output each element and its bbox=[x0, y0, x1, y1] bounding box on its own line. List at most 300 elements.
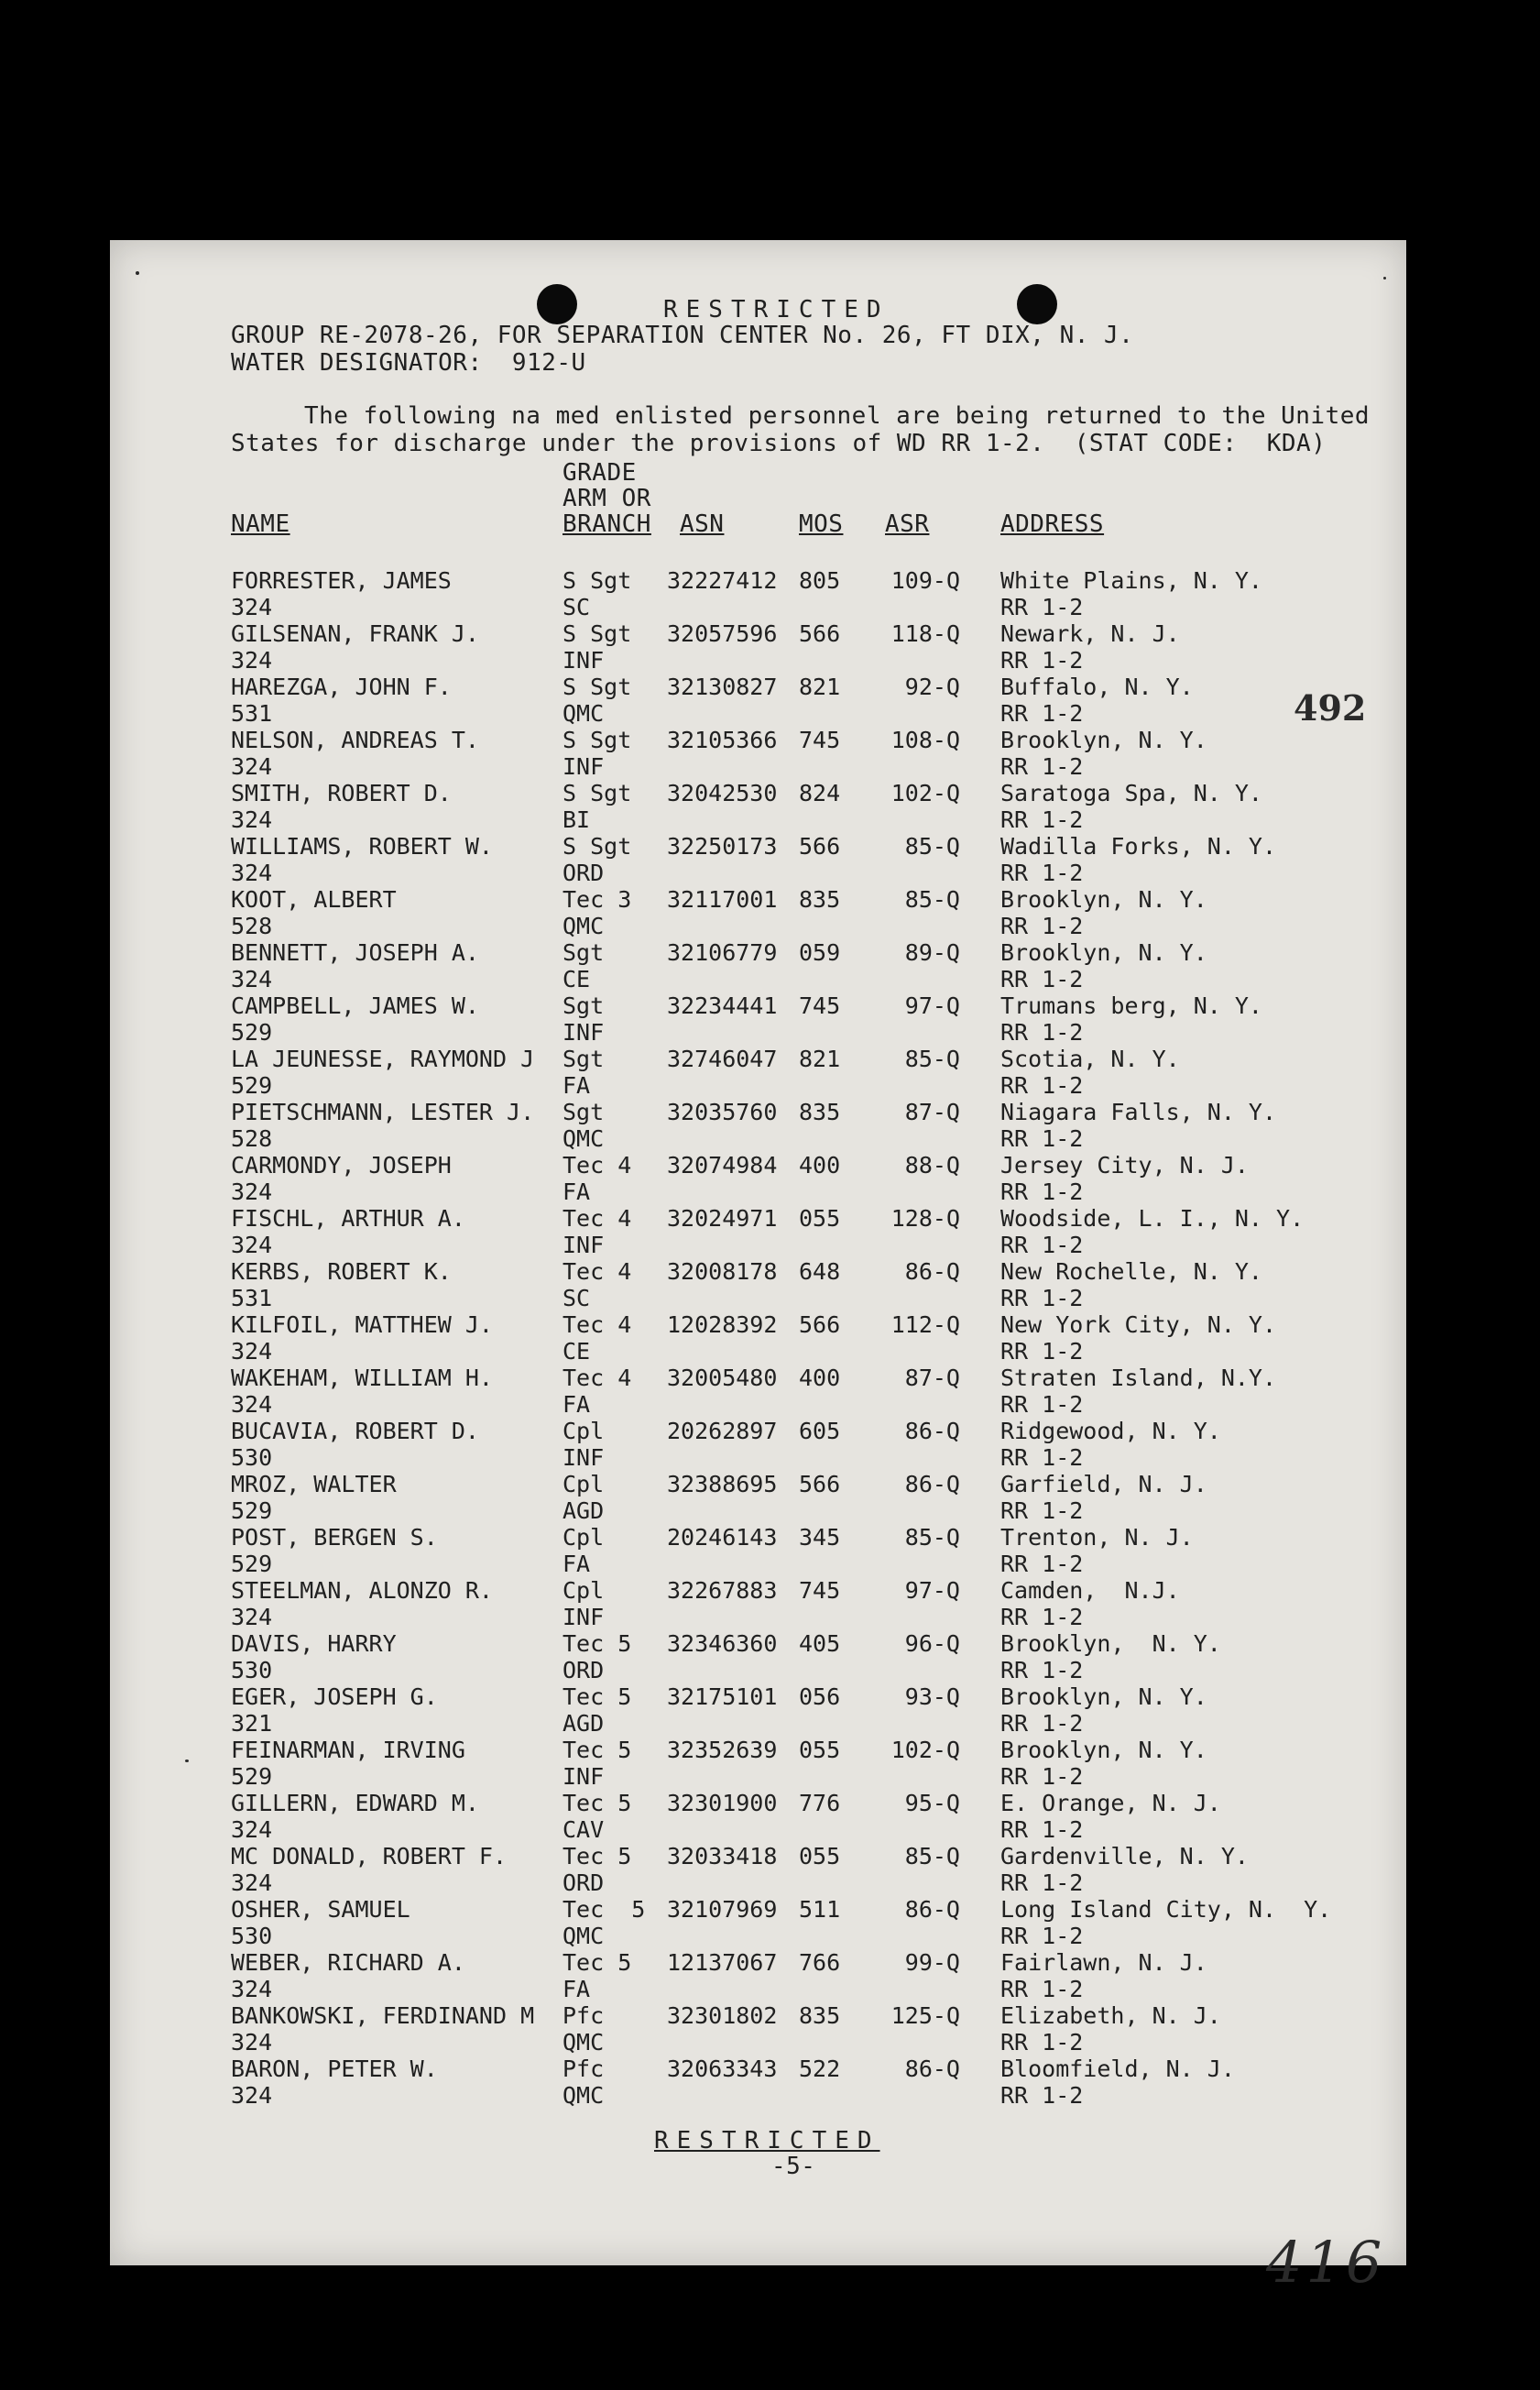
personnel-row bbox=[110, 1047, 1406, 1100]
personnel-row bbox=[110, 993, 1406, 1047]
person-asr: 85-Q bbox=[904, 1046, 960, 1072]
person-asr: 89-Q bbox=[904, 939, 960, 966]
person-grade: Tec 5 bbox=[562, 1683, 632, 1710]
person-asr: 109-Q bbox=[890, 567, 960, 594]
person-name: MROZ, WALTER bbox=[231, 1471, 397, 1497]
page-number: -5- bbox=[771, 2153, 816, 2180]
person-asn: 32024971 bbox=[667, 1205, 778, 1232]
person-name: WAKEHAM, WILLIAM H. bbox=[231, 1365, 493, 1391]
person-asn: 32746047 bbox=[667, 1046, 778, 1072]
person-branch: FA bbox=[562, 1179, 591, 1205]
person-grade: Tec 4 bbox=[562, 1258, 632, 1285]
person-asr: 92-Q bbox=[904, 674, 960, 700]
person-asn: 32301802 bbox=[667, 2002, 778, 2029]
person-rr: RR 1-2 bbox=[1000, 1285, 1084, 1311]
person-asr: 86-Q bbox=[904, 1471, 960, 1497]
paper-speck bbox=[136, 271, 139, 275]
person-rr: RR 1-2 bbox=[1000, 1232, 1084, 1258]
personnel-row bbox=[110, 674, 1406, 728]
person-branch: CE bbox=[562, 1338, 591, 1365]
person-branch: ORD bbox=[562, 1869, 605, 1896]
person-name: WILLIAMS, ROBERT W. bbox=[231, 833, 493, 860]
person-branch: SC bbox=[562, 1285, 591, 1311]
person-branch: CE bbox=[562, 966, 591, 992]
person-address: Woodside, L. I., N. Y. bbox=[1000, 1205, 1305, 1232]
person-address: Brooklyn, N. Y. bbox=[1000, 1737, 1207, 1763]
personnel-row bbox=[110, 1259, 1406, 1312]
personnel-row bbox=[110, 887, 1406, 940]
person-branch: FA bbox=[562, 1072, 591, 1099]
person-code: 321 bbox=[231, 1710, 273, 1737]
person-branch: QMC bbox=[562, 700, 605, 727]
personnel-row bbox=[110, 728, 1406, 781]
person-address: Camden, N.J. bbox=[1000, 1577, 1180, 1604]
person-asr: 85-Q bbox=[904, 833, 960, 860]
person-grade: Tec 5 bbox=[562, 1843, 632, 1869]
person-grade: Pfc bbox=[562, 2002, 605, 2029]
person-name: BARON, PETER W. bbox=[231, 2056, 438, 2082]
person-asr: 112-Q bbox=[890, 1311, 960, 1338]
person-address: Scotia, N. Y. bbox=[1000, 1046, 1180, 1072]
person-asn: 32105366 bbox=[667, 727, 778, 753]
person-branch: QMC bbox=[562, 2082, 605, 2109]
person-mos: 511 bbox=[799, 1896, 841, 1923]
person-branch: INF bbox=[562, 647, 605, 674]
person-rr: RR 1-2 bbox=[1000, 700, 1084, 727]
person-grade: S Sgt bbox=[562, 567, 632, 594]
person-rr: RR 1-2 bbox=[1000, 1444, 1084, 1471]
personnel-row bbox=[110, 834, 1406, 887]
person-address: Long Island City, N. Y. bbox=[1000, 1896, 1332, 1923]
person-mos: 648 bbox=[799, 1258, 841, 1285]
person-grade: S Sgt bbox=[562, 833, 632, 860]
person-address: E. Orange, N. J. bbox=[1000, 1790, 1221, 1816]
person-rr: RR 1-2 bbox=[1000, 1923, 1084, 1949]
person-name: FEINARMAN, IRVING bbox=[231, 1737, 465, 1763]
column-mos: MOS bbox=[799, 510, 844, 538]
person-grade: Tec 5 bbox=[562, 1630, 632, 1657]
person-rr: RR 1-2 bbox=[1000, 2029, 1084, 2056]
person-mos: 835 bbox=[799, 2002, 841, 2029]
person-branch: QMC bbox=[562, 1125, 605, 1152]
person-branch: INF bbox=[562, 1232, 605, 1258]
person-address: New York City, N. Y. bbox=[1000, 1311, 1277, 1338]
person-rr: RR 1-2 bbox=[1000, 1657, 1084, 1683]
person-branch: AGD bbox=[562, 1497, 605, 1524]
person-code: 531 bbox=[231, 1285, 273, 1311]
person-code: 324 bbox=[231, 1391, 273, 1418]
person-name: GILLERN, EDWARD M. bbox=[231, 1790, 479, 1816]
person-rr: RR 1-2 bbox=[1000, 1497, 1084, 1524]
person-asn: 32388695 bbox=[667, 1471, 778, 1497]
person-code: 530 bbox=[231, 1923, 273, 1949]
person-branch: FA bbox=[562, 1391, 591, 1418]
person-grade: S Sgt bbox=[562, 727, 632, 753]
person-address: Wadilla Forks, N. Y. bbox=[1000, 833, 1277, 860]
person-code: 324 bbox=[231, 1179, 273, 1205]
column-grade-line2: ARM OR bbox=[562, 485, 651, 512]
person-code: 529 bbox=[231, 1763, 273, 1790]
person-asr: 86-Q bbox=[904, 1258, 960, 1285]
person-address: Brooklyn, N. Y. bbox=[1000, 1630, 1221, 1657]
person-asr: 97-Q bbox=[904, 1577, 960, 1604]
person-rr: RR 1-2 bbox=[1000, 806, 1084, 833]
person-grade: Tec 4 bbox=[562, 1152, 632, 1179]
person-mos: 566 bbox=[799, 1311, 841, 1338]
person-grade: Pfc bbox=[562, 2056, 605, 2082]
person-name: POST, BERGEN S. bbox=[231, 1524, 438, 1551]
person-address: Saratoga Spa, N. Y. bbox=[1000, 780, 1262, 806]
stamp-number: 492 bbox=[1294, 687, 1367, 729]
person-branch: BI bbox=[562, 806, 591, 833]
person-address: Jersey City, N. J. bbox=[1000, 1152, 1249, 1179]
person-code: 324 bbox=[231, 2029, 273, 2056]
person-address: Trumans berg, N. Y. bbox=[1000, 992, 1262, 1019]
person-code: 324 bbox=[231, 1976, 273, 2002]
person-code: 530 bbox=[231, 1444, 273, 1471]
person-rr: RR 1-2 bbox=[1000, 2082, 1084, 2109]
personnel-row bbox=[110, 1419, 1406, 1472]
person-name: WEBER, RICHARD A. bbox=[231, 1949, 465, 1976]
person-asn: 32106779 bbox=[667, 939, 778, 966]
person-branch: FA bbox=[562, 1976, 591, 2002]
person-asr: 85-Q bbox=[904, 1524, 960, 1551]
handwritten-number: 416 bbox=[1266, 2229, 1386, 2296]
person-address: Straten Island, N.Y. bbox=[1000, 1365, 1277, 1391]
restricted-footer: RESTRICTED bbox=[654, 2127, 880, 2154]
person-name: OSHER, SAMUEL bbox=[231, 1896, 410, 1923]
person-asr: 87-Q bbox=[904, 1365, 960, 1391]
person-rr: RR 1-2 bbox=[1000, 1125, 1084, 1152]
person-address: New Rochelle, N. Y. bbox=[1000, 1258, 1262, 1285]
person-address: Elizabeth, N. J. bbox=[1000, 2002, 1221, 2029]
person-asr: 96-Q bbox=[904, 1630, 960, 1657]
person-grade: Cpl bbox=[562, 1471, 605, 1497]
person-branch: SC bbox=[562, 594, 591, 620]
person-rr: RR 1-2 bbox=[1000, 1338, 1084, 1365]
person-asr: 86-Q bbox=[904, 2056, 960, 2082]
person-asn: 12137067 bbox=[667, 1949, 778, 1976]
person-mos: 821 bbox=[799, 674, 841, 700]
person-name: BANKOWSKI, FERDINAND M bbox=[231, 2002, 535, 2029]
personnel-row bbox=[110, 940, 1406, 993]
person-code: 324 bbox=[231, 647, 273, 674]
water-designator: WATER DESIGNATOR: 912-U bbox=[231, 349, 586, 377]
person-rr: RR 1-2 bbox=[1000, 1179, 1084, 1205]
person-asn: 32042530 bbox=[667, 780, 778, 806]
person-grade: Sgt bbox=[562, 939, 605, 966]
person-asn: 32057596 bbox=[667, 620, 778, 647]
column-grade-line1: GRADE bbox=[562, 459, 637, 487]
person-code: 529 bbox=[231, 1019, 273, 1046]
person-asr: 118-Q bbox=[890, 620, 960, 647]
person-rr: RR 1-2 bbox=[1000, 1551, 1084, 1577]
personnel-row bbox=[110, 1365, 1406, 1419]
person-asn: 32175101 bbox=[667, 1683, 778, 1710]
person-asn: 12028392 bbox=[667, 1311, 778, 1338]
person-rr: RR 1-2 bbox=[1000, 1391, 1084, 1418]
person-branch: QMC bbox=[562, 2029, 605, 2056]
personnel-row bbox=[110, 2003, 1406, 2056]
personnel-row bbox=[110, 1100, 1406, 1153]
person-asn: 32008178 bbox=[667, 1258, 778, 1285]
person-address: Bloomfield, N. J. bbox=[1000, 2056, 1235, 2082]
person-rr: RR 1-2 bbox=[1000, 647, 1084, 674]
person-branch: INF bbox=[562, 1444, 605, 1471]
person-grade: Cpl bbox=[562, 1418, 605, 1444]
person-grade: Cpl bbox=[562, 1524, 605, 1551]
person-code: 324 bbox=[231, 1604, 273, 1630]
person-grade: Tec 4 bbox=[562, 1311, 632, 1338]
personnel-row bbox=[110, 1153, 1406, 1206]
punch-hole-left bbox=[537, 284, 577, 324]
personnel-row bbox=[110, 1844, 1406, 1897]
intro-line-2: States for discharge under the provisions of WD RR 1-2. (STAT CODE: KDA) bbox=[231, 430, 1327, 457]
person-mos: 835 bbox=[799, 1099, 841, 1125]
person-code: 529 bbox=[231, 1497, 273, 1524]
person-asn: 20262897 bbox=[667, 1418, 778, 1444]
personnel-row bbox=[110, 1950, 1406, 2003]
person-branch: QMC bbox=[562, 913, 605, 939]
person-name: NELSON, ANDREAS T. bbox=[231, 727, 479, 753]
person-grade: Cpl bbox=[562, 1577, 605, 1604]
person-asr: 102-Q bbox=[890, 780, 960, 806]
person-mos: 824 bbox=[799, 780, 841, 806]
person-mos: 345 bbox=[799, 1524, 841, 1551]
person-address: Trenton, N. J. bbox=[1000, 1524, 1194, 1551]
personnel-row bbox=[110, 621, 1406, 674]
column-asr: ASR bbox=[885, 510, 930, 538]
person-name: BENNETT, JOSEPH A. bbox=[231, 939, 479, 966]
person-branch: INF bbox=[562, 1019, 605, 1046]
person-address: Fairlawn, N. J. bbox=[1000, 1949, 1207, 1976]
person-asr: 85-Q bbox=[904, 1843, 960, 1869]
person-code: 324 bbox=[231, 966, 273, 992]
person-branch: QMC bbox=[562, 1923, 605, 1949]
person-mos: 566 bbox=[799, 620, 841, 647]
person-grade: Sgt bbox=[562, 992, 605, 1019]
person-asr: 97-Q bbox=[904, 992, 960, 1019]
person-name: BUCAVIA, ROBERT D. bbox=[231, 1418, 479, 1444]
person-address: Ridgewood, N. Y. bbox=[1000, 1418, 1221, 1444]
person-grade: S Sgt bbox=[562, 620, 632, 647]
person-asr: 88-Q bbox=[904, 1152, 960, 1179]
person-code: 529 bbox=[231, 1551, 273, 1577]
personnel-row bbox=[110, 1684, 1406, 1738]
person-address: Gardenville, N. Y. bbox=[1000, 1843, 1249, 1869]
person-name: GILSENAN, FRANK J. bbox=[231, 620, 479, 647]
personnel-row bbox=[110, 1897, 1406, 1950]
person-address: Brooklyn, N. Y. bbox=[1000, 939, 1207, 966]
person-rr: RR 1-2 bbox=[1000, 860, 1084, 886]
person-mos: 766 bbox=[799, 1949, 841, 1976]
person-code: 324 bbox=[231, 1816, 273, 1843]
person-asr: 93-Q bbox=[904, 1683, 960, 1710]
person-asn: 32107969 bbox=[667, 1896, 778, 1923]
person-mos: 400 bbox=[799, 1365, 841, 1391]
person-code: 530 bbox=[231, 1657, 273, 1683]
person-rr: RR 1-2 bbox=[1000, 1019, 1084, 1046]
person-mos: 821 bbox=[799, 1046, 841, 1072]
person-name: SMITH, ROBERT D. bbox=[231, 780, 452, 806]
person-asn: 32117001 bbox=[667, 886, 778, 913]
person-code: 528 bbox=[231, 1125, 273, 1152]
person-name: CARMONDY, JOSEPH bbox=[231, 1152, 452, 1179]
person-mos: 805 bbox=[799, 567, 841, 594]
person-name: HAREZGA, JOHN F. bbox=[231, 674, 452, 700]
person-code: 324 bbox=[231, 806, 273, 833]
intro-line-1: The following na med enlisted personnel are being returned to the United bbox=[304, 402, 1371, 430]
person-mos: 745 bbox=[799, 1577, 841, 1604]
person-asn: 32035760 bbox=[667, 1099, 778, 1125]
person-name: EGER, JOSEPH G. bbox=[231, 1683, 438, 1710]
person-asn: 32074984 bbox=[667, 1152, 778, 1179]
person-name: PIETSCHMANN, LESTER J. bbox=[231, 1099, 535, 1125]
person-code: 324 bbox=[231, 1338, 273, 1365]
person-grade: Tec 5 bbox=[562, 1790, 632, 1816]
person-mos: 566 bbox=[799, 833, 841, 860]
person-grade: Tec 4 bbox=[562, 1205, 632, 1232]
person-name: KOOT, ALBERT bbox=[231, 886, 397, 913]
person-mos: 400 bbox=[799, 1152, 841, 1179]
person-code: 324 bbox=[231, 860, 273, 886]
person-asn: 32033418 bbox=[667, 1843, 778, 1869]
personnel-row bbox=[110, 1738, 1406, 1791]
person-code: 528 bbox=[231, 913, 273, 939]
person-mos: 745 bbox=[799, 727, 841, 753]
group-line: GROUP RE-2078-26, FOR SEPARATION CENTER No. 26, FT DIX, N. J. bbox=[231, 322, 1134, 349]
person-code: 324 bbox=[231, 594, 273, 620]
person-asr: 125-Q bbox=[890, 2002, 960, 2029]
person-asn: 32346360 bbox=[667, 1630, 778, 1657]
person-address: Niagara Falls, N. Y. bbox=[1000, 1099, 1277, 1125]
person-asn: 32301900 bbox=[667, 1790, 778, 1816]
person-address: Brooklyn, N. Y. bbox=[1000, 727, 1207, 753]
person-name: KERBS, ROBERT K. bbox=[231, 1258, 452, 1285]
person-name: FORRESTER, JAMES bbox=[231, 567, 452, 594]
person-grade: S Sgt bbox=[562, 674, 632, 700]
person-mos: 055 bbox=[799, 1843, 841, 1869]
person-mos: 055 bbox=[799, 1737, 841, 1763]
person-asn: 32267883 bbox=[667, 1577, 778, 1604]
column-asn: ASN bbox=[680, 510, 725, 538]
person-address: Buffalo, N. Y. bbox=[1000, 674, 1194, 700]
person-rr: RR 1-2 bbox=[1000, 753, 1084, 780]
person-branch: ORD bbox=[562, 860, 605, 886]
person-mos: 405 bbox=[799, 1630, 841, 1657]
person-grade: Tec 3 bbox=[562, 886, 632, 913]
person-code: 324 bbox=[231, 2082, 273, 2109]
column-address: ADDRESS bbox=[1000, 510, 1105, 538]
person-address: White Plains, N. Y. bbox=[1000, 567, 1262, 594]
person-mos: 522 bbox=[799, 2056, 841, 2082]
restricted-header: RESTRICTED bbox=[663, 296, 890, 323]
person-address: Brooklyn, N. Y. bbox=[1000, 1683, 1207, 1710]
person-rr: RR 1-2 bbox=[1000, 1763, 1084, 1790]
person-name: CAMPBELL, JAMES W. bbox=[231, 992, 479, 1019]
person-code: 324 bbox=[231, 753, 273, 780]
person-asr: 86-Q bbox=[904, 1896, 960, 1923]
person-mos: 059 bbox=[799, 939, 841, 966]
person-rr: RR 1-2 bbox=[1000, 1869, 1084, 1896]
paper-speck bbox=[1383, 277, 1386, 280]
person-rr: RR 1-2 bbox=[1000, 913, 1084, 939]
person-name: FISCHL, ARTHUR A. bbox=[231, 1205, 465, 1232]
person-grade: S Sgt bbox=[562, 780, 632, 806]
person-rr: RR 1-2 bbox=[1000, 1976, 1084, 2002]
person-asn: 32005480 bbox=[667, 1365, 778, 1391]
person-asr: 86-Q bbox=[904, 1418, 960, 1444]
document-page bbox=[110, 240, 1406, 2296]
person-rr: RR 1-2 bbox=[1000, 1710, 1084, 1737]
personnel-row bbox=[110, 1525, 1406, 1578]
person-grade: Tec 5 bbox=[562, 1737, 632, 1763]
personnel-row bbox=[110, 1578, 1406, 1631]
person-grade: Tec 5 bbox=[562, 1949, 632, 1976]
person-grade: Tec 5 bbox=[562, 1896, 646, 1923]
person-mos: 776 bbox=[799, 1790, 841, 1816]
person-name: KILFOIL, MATTHEW J. bbox=[231, 1311, 493, 1338]
person-address: Brooklyn, N. Y. bbox=[1000, 886, 1207, 913]
person-asr: 85-Q bbox=[904, 886, 960, 913]
person-name: DAVIS, HARRY bbox=[231, 1630, 397, 1657]
person-mos: 055 bbox=[799, 1205, 841, 1232]
person-address: Newark, N. J. bbox=[1000, 620, 1180, 647]
paper-speck bbox=[185, 1760, 189, 1762]
person-rr: RR 1-2 bbox=[1000, 594, 1084, 620]
person-mos: 566 bbox=[799, 1471, 841, 1497]
person-rr: RR 1-2 bbox=[1000, 1604, 1084, 1630]
person-mos: 835 bbox=[799, 886, 841, 913]
person-asn: 20246143 bbox=[667, 1524, 778, 1551]
person-grade: Sgt bbox=[562, 1099, 605, 1125]
person-branch: ORD bbox=[562, 1657, 605, 1683]
punch-hole-right bbox=[1017, 284, 1057, 324]
person-asr: 87-Q bbox=[904, 1099, 960, 1125]
person-branch: INF bbox=[562, 753, 605, 780]
person-address: Garfield, N. J. bbox=[1000, 1471, 1207, 1497]
person-asr: 128-Q bbox=[890, 1205, 960, 1232]
person-grade: Sgt bbox=[562, 1046, 605, 1072]
personnel-row bbox=[110, 2056, 1406, 2110]
person-rr: RR 1-2 bbox=[1000, 1816, 1084, 1843]
person-asn: 32063343 bbox=[667, 2056, 778, 2082]
personnel-row bbox=[110, 1472, 1406, 1525]
person-rr: RR 1-2 bbox=[1000, 966, 1084, 992]
person-name: STEELMAN, ALONZO R. bbox=[231, 1577, 493, 1604]
person-asn: 32227412 bbox=[667, 567, 778, 594]
personnel-row bbox=[110, 1631, 1406, 1684]
person-mos: 056 bbox=[799, 1683, 841, 1710]
personnel-row bbox=[110, 568, 1406, 621]
person-asr: 102-Q bbox=[890, 1737, 960, 1763]
person-branch: INF bbox=[562, 1604, 605, 1630]
person-asn: 32130827 bbox=[667, 674, 778, 700]
person-name: MC DONALD, ROBERT F. bbox=[231, 1843, 508, 1869]
person-code: 324 bbox=[231, 1232, 273, 1258]
person-mos: 745 bbox=[799, 992, 841, 1019]
person-asr: 99-Q bbox=[904, 1949, 960, 1976]
personnel-row bbox=[110, 1206, 1406, 1259]
person-asn: 32234441 bbox=[667, 992, 778, 1019]
person-code: 529 bbox=[231, 1072, 273, 1099]
personnel-row bbox=[110, 1312, 1406, 1365]
person-branch: CAV bbox=[562, 1816, 605, 1843]
person-asn: 32352639 bbox=[667, 1737, 778, 1763]
personnel-row bbox=[110, 1791, 1406, 1844]
column-name: NAME bbox=[231, 510, 290, 538]
person-branch: AGD bbox=[562, 1710, 605, 1737]
